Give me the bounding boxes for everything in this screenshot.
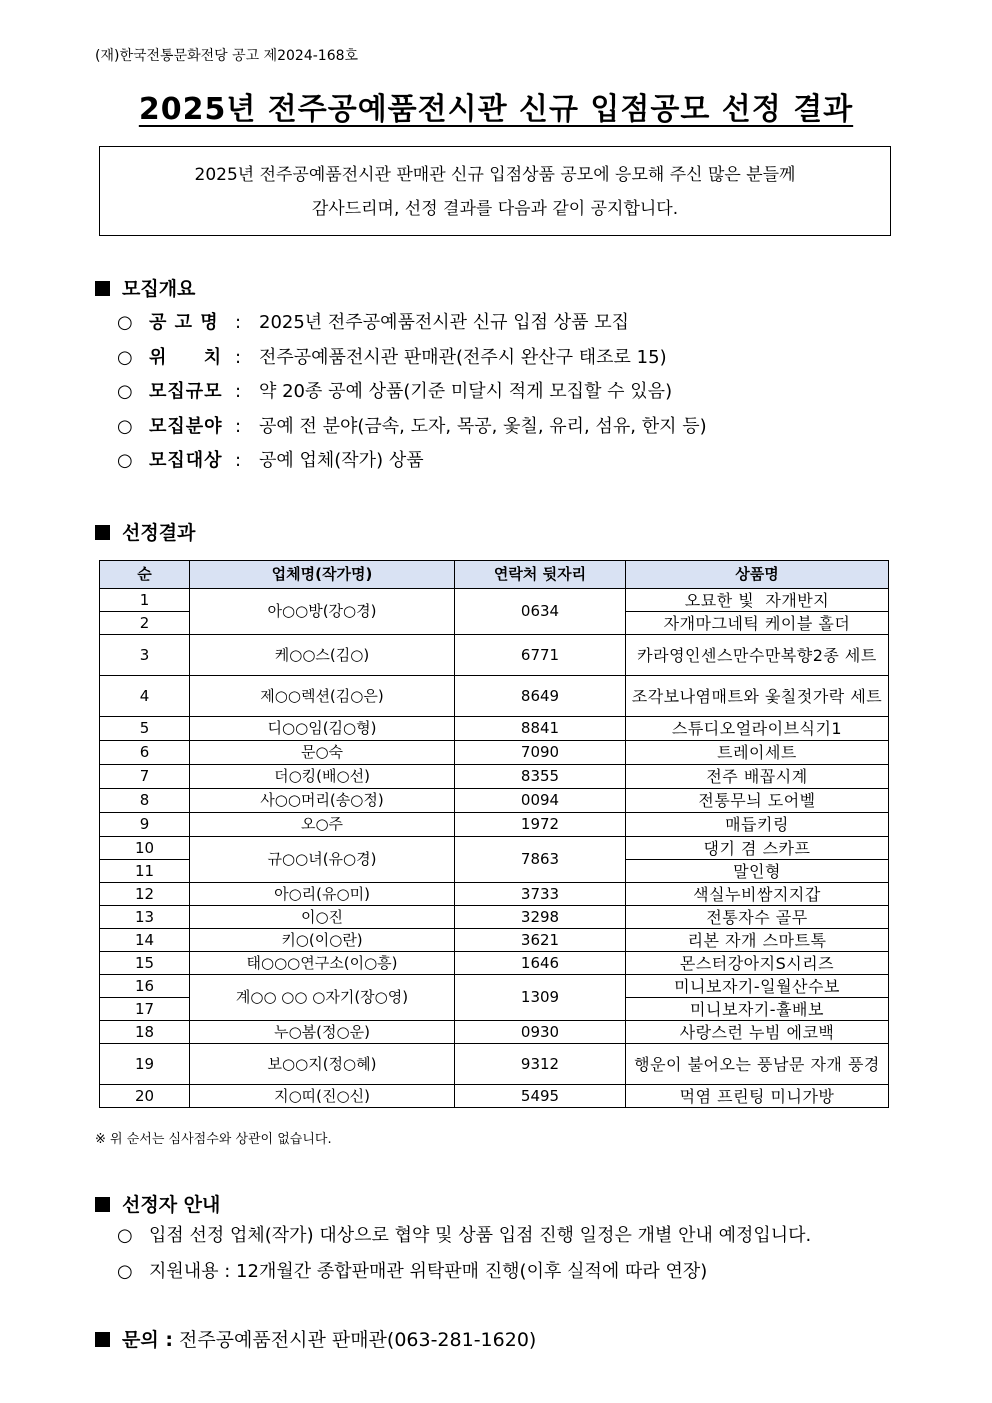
header-product: 상품명	[626, 561, 889, 589]
cell-company: 디○○임(김○형)	[190, 717, 455, 741]
cell-phone: 8841	[455, 717, 626, 741]
cell-phone: 0930	[455, 1021, 626, 1044]
recruit-heading	[95, 274, 195, 301]
cell-company: 계○○ ○○ ○자기(장○영)	[190, 975, 455, 1021]
cell-company: 오○주	[190, 813, 455, 837]
table-row	[100, 883, 889, 906]
table-row	[100, 952, 889, 975]
table-row	[100, 1021, 889, 1044]
circle-bullet-icon: ○	[117, 415, 133, 437]
outline-row	[117, 375, 707, 410]
cell-company: 문○숙	[190, 741, 455, 765]
intro-box	[99, 146, 891, 236]
cell-phone: 3621	[455, 929, 626, 952]
cell-phone: 3298	[455, 906, 626, 929]
cell-product: 전통자수 골무	[626, 906, 889, 929]
outline-value: 약 20종 공예 상품(기준 미달시 적게 모집할 수 있음)	[259, 381, 673, 402]
cell-no: 17	[100, 998, 190, 1021]
outline-label: 공 고 명	[149, 312, 219, 333]
cell-no: 15	[100, 952, 190, 975]
cell-product: 사랑스런 누빔 에코백	[626, 1021, 889, 1044]
table-header-row	[100, 561, 889, 589]
cell-phone: 3733	[455, 883, 626, 906]
cell-no: 3	[100, 635, 190, 676]
results-heading-text: 선정결과	[122, 522, 196, 544]
recruit-heading-text: 모집개요	[122, 278, 196, 300]
cell-product: 전주 배꼽시계	[626, 765, 889, 789]
cell-no: 1	[100, 589, 190, 612]
cell-phone: 7863	[455, 837, 626, 883]
square-bullet-icon	[95, 1332, 110, 1347]
notice-number: (재)한국전통문화전당 공고 제2024-168호	[95, 48, 359, 64]
cell-no: 7	[100, 765, 190, 789]
contact-label: 문의 :	[122, 1329, 173, 1351]
cell-product: 매듭키링	[626, 813, 889, 837]
outline-value: 공예 업체(작가) 상품	[259, 450, 424, 471]
cell-no: 20	[100, 1085, 190, 1108]
cell-phone: 5495	[455, 1085, 626, 1108]
outline-colon: :	[235, 415, 242, 437]
cell-company: 제○○렉션(김○은)	[190, 676, 455, 717]
cell-product: 먹염 프린팅 미니가방	[626, 1085, 889, 1108]
cell-product: 카라영인센스만수만복향2종 세트	[626, 635, 889, 676]
circle-bullet-icon: ○	[117, 312, 133, 333]
table-row	[100, 676, 889, 717]
cell-no: 6	[100, 741, 190, 765]
cell-company: 지○띠(진○신)	[190, 1085, 455, 1108]
cell-product: 전통무늬 도어벨	[626, 789, 889, 813]
recruit-outline	[117, 306, 707, 479]
cell-product: 미니보자기-일월산수보	[626, 975, 889, 998]
square-bullet-icon	[95, 281, 110, 296]
cell-product: 스튜디오얼라이브식기1	[626, 717, 889, 741]
guide-item-text: 지원내용 : 12개월간 종합판매관 위탁판매 진행(이후 실적에 따라 연장)	[149, 1261, 708, 1282]
outline-row	[117, 410, 707, 445]
header-phone: 연락처 뒷자리	[455, 561, 626, 589]
cell-product: 색실누비쌈지지갑	[626, 883, 889, 906]
table-row	[100, 717, 889, 741]
cell-no: 18	[100, 1021, 190, 1044]
outline-value: 2025년 전주공예품전시관 신규 입점 상품 모집	[259, 312, 630, 333]
header-no: 순	[100, 561, 190, 589]
outline-value: 전주공예품전시관 판매관(전주시 완산구 태조로 15)	[259, 346, 667, 368]
cell-no: 5	[100, 717, 190, 741]
cell-product: 댕기 겸 스카프	[626, 837, 889, 860]
outline-row	[117, 306, 707, 341]
cell-phone: 1309	[455, 975, 626, 1021]
cell-product: 조각보나염매트와 옻칠젓가락 세트	[626, 676, 889, 717]
cell-no: 11	[100, 860, 190, 883]
page-title: 2025년 전주공예품전시관 신규 입점공모 선정 결과	[138, 92, 854, 127]
cell-company: 보○○지(정○혜)	[190, 1044, 455, 1085]
intro-line-1: 2025년 전주공예품전시관 판매관 신규 입점상품 공모에 응모해 주신 많은 분들께	[194, 165, 796, 185]
outline-label: 모집대상	[149, 450, 223, 471]
table-row	[100, 837, 889, 860]
square-bullet-icon	[95, 525, 110, 540]
cell-product: 미니보자기-휼배보	[626, 998, 889, 1021]
table-row	[100, 906, 889, 929]
outline-colon: :	[235, 312, 242, 333]
cell-phone: 8649	[455, 676, 626, 717]
cell-company: 태○○○연구소(이○흥)	[190, 952, 455, 975]
table-row	[100, 813, 889, 837]
guide-heading-text: 선정자 안내	[122, 1194, 221, 1216]
guide-item	[117, 1254, 811, 1290]
outline-value: 공예 전 분야(금속, 도자, 목공, 옻칠, 유리, 섬유, 한지 등)	[259, 415, 707, 437]
outline-label: 모집규모	[149, 381, 223, 402]
contact-value: 전주공예품전시관 판매관(063-281-1620)	[178, 1329, 537, 1351]
guide-item-text: 입점 선정 업체(작가) 대상으로 협약 및 상품 입점 진행 일정은 개별 안내 예정입니다.	[149, 1225, 812, 1246]
cell-phone: 8355	[455, 765, 626, 789]
table-row	[100, 635, 889, 676]
cell-no: 16	[100, 975, 190, 998]
cell-no: 8	[100, 789, 190, 813]
circle-bullet-icon: ○	[117, 1225, 133, 1246]
cell-company: 이○진	[190, 906, 455, 929]
table-row	[100, 1044, 889, 1085]
contact-line	[95, 1325, 536, 1352]
outline-row	[117, 341, 707, 376]
table-row	[100, 741, 889, 765]
table-note: ※ 위 순서는 심사점수와 상관이 없습니다.	[95, 1132, 332, 1147]
guide-heading	[95, 1190, 220, 1217]
cell-product: 트레이세트	[626, 741, 889, 765]
cell-phone: 6771	[455, 635, 626, 676]
guide-item	[117, 1218, 811, 1254]
outline-colon: :	[235, 346, 242, 368]
table-row	[100, 789, 889, 813]
cell-no: 12	[100, 883, 190, 906]
table-row	[100, 975, 889, 998]
results-table	[99, 560, 889, 1108]
circle-bullet-icon: ○	[117, 346, 133, 368]
cell-product: 오묘한 빛 자개반지	[626, 589, 889, 612]
square-bullet-icon	[95, 1197, 110, 1212]
guide-list	[117, 1218, 811, 1290]
intro-line-2: 감사드리며, 선정 결과를 다음과 같이 공지합니다.	[311, 199, 679, 219]
cell-company: 케○○스(김○)	[190, 635, 455, 676]
cell-no: 4	[100, 676, 190, 717]
cell-company: 아○○방(강○경)	[190, 589, 455, 635]
cell-phone: 0634	[455, 589, 626, 635]
cell-company: 더○킹(배○선)	[190, 765, 455, 789]
table-row	[100, 589, 889, 612]
outline-colon: :	[235, 450, 242, 471]
cell-no: 9	[100, 813, 190, 837]
table-row	[100, 929, 889, 952]
outline-label: 위 치	[149, 346, 223, 368]
cell-product: 몬스터강아지S시리즈	[626, 952, 889, 975]
cell-company: 키○(이○란)	[190, 929, 455, 952]
outline-label: 모집분야	[149, 415, 223, 437]
outline-colon: :	[235, 381, 242, 402]
cell-phone: 7090	[455, 741, 626, 765]
header-company: 업체명(작가명)	[190, 561, 455, 589]
cell-product: 리본 자개 스마트톡	[626, 929, 889, 952]
cell-no: 19	[100, 1044, 190, 1085]
cell-company: 사○○머리(송○정)	[190, 789, 455, 813]
outline-row	[117, 444, 707, 479]
cell-company: 아○리(유○미)	[190, 883, 455, 906]
circle-bullet-icon: ○	[117, 450, 133, 471]
cell-company: 규○○녀(유○경)	[190, 837, 455, 883]
cell-phone: 9312	[455, 1044, 626, 1085]
table-row	[100, 765, 889, 789]
circle-bullet-icon: ○	[117, 381, 133, 402]
circle-bullet-icon: ○	[117, 1261, 133, 1282]
cell-phone: 1972	[455, 813, 626, 837]
table-row	[100, 1085, 889, 1108]
cell-no: 14	[100, 929, 190, 952]
results-heading	[95, 518, 195, 545]
cell-company: 누○봄(정○운)	[190, 1021, 455, 1044]
cell-no: 2	[100, 612, 190, 635]
cell-product: 행운이 불어오는 풍남문 자개 풍경	[626, 1044, 889, 1085]
cell-no: 13	[100, 906, 190, 929]
cell-phone: 0094	[455, 789, 626, 813]
cell-product: 말인형	[626, 860, 889, 883]
cell-no: 10	[100, 837, 190, 860]
cell-phone: 1646	[455, 952, 626, 975]
cell-product: 자개마그네틱 케이블 홀더	[626, 612, 889, 635]
